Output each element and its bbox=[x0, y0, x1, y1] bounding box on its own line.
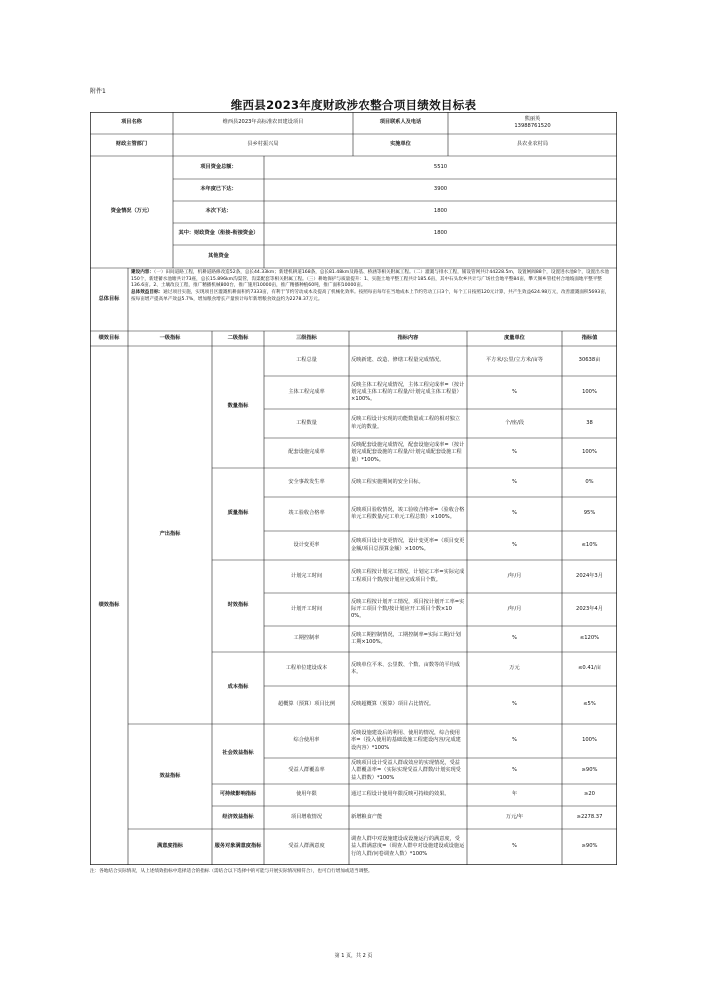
indicator-value: ≤5% bbox=[583, 701, 596, 708]
footnote: 注：各地结合实际情况，从上述绩效指标中选择适合的指标（需结合以下选择中的可能与开展实际情况相符合），也可自行增加或适当调整。 bbox=[90, 869, 373, 874]
implementer-value: 县农业农村局 bbox=[516, 141, 549, 148]
indicator-unit: % bbox=[512, 510, 517, 517]
col-header-level1: 一级指标 bbox=[159, 334, 181, 341]
indicator-unit: % bbox=[512, 635, 517, 642]
project-name-label: 项目名称 bbox=[121, 119, 142, 126]
indicator-name: 受益人群覆盖率 bbox=[288, 767, 325, 774]
indicator-unit: % bbox=[512, 737, 517, 744]
indicator-value: 100% bbox=[582, 449, 597, 456]
indicator-value: ≤0.41/亩 bbox=[578, 665, 601, 672]
construction-content: （一）田间道路工程，机耕道路修改造52条，总长44.33km；新建机耕道168条，总长81.48km及路基、桥涵等相关附属工程。（二）灌溉与排水工程，铺设管网共计44228.5m，设置闸阀88个，设置进水池8个，设置出水池150个，新建蓄水池塘共计73座，总长15.896km沟渠管，沟渠配套等相关附属工程。（三）耕地保护与质量提升：1、实施土地平整工程共计185.6亩，其中石头坎乡共计与广场社会地平整84亩，攀天阁乡管桂村合地坡面地平整平整136.6亩。2、土壤改良工程，推广精播机械800台，推广施用10000亩，推广精播种植60吨，推广面积10000亩。 bbox=[131, 270, 609, 289]
construction-content-label: 建设内容： bbox=[131, 270, 154, 275]
contact-label: 项目联系人及电话 bbox=[379, 119, 422, 126]
indicator-value: 2023年4月 bbox=[576, 605, 603, 612]
indicator-content: 反映工期控制情况，工期控制率=实际工期/计划工期×100%。 bbox=[351, 631, 461, 645]
indicator-value: 0% bbox=[585, 478, 594, 485]
indicator-value: ≥2278.37 bbox=[576, 813, 603, 820]
indicator-unit: % bbox=[512, 449, 517, 456]
indicator-content: 反映项目验收情况，竣工验收合格率=（验收合格单元工程数量/完工单元工程总数）×100%。 bbox=[351, 506, 465, 520]
indicator-value: ≤120% bbox=[579, 635, 600, 642]
level2-cost: 成本指标 bbox=[227, 684, 249, 691]
indicator-name: 计划开工时间 bbox=[290, 605, 323, 612]
benefit-target: 通过项目实施，实现项目区灌溉机耕面积约7333亩，有利于节约劳动成本及提高了机械化效率。按照每亩每年在当地成本上节约劳动工日3个，每个工日按照120元计算，共产生效益624.98万元，改善灌溉面积5693亩，按每亩增产提高单产效益5.7%，增加粮食增长产量预计每年新增粮食效益约为2278.37万元。 bbox=[131, 289, 610, 302]
indicator-content: 反映超概算（预算）项目占比情况。 bbox=[351, 701, 435, 708]
indicator-unit: 万元 bbox=[509, 665, 520, 672]
level2-sustainability: 可持续影响指标 bbox=[219, 791, 257, 798]
indicator-name: 设计变更率 bbox=[293, 541, 320, 548]
indicator-content: 反映工程实施期间的安全目标。 bbox=[351, 478, 424, 485]
indicator-value: ≥20 bbox=[584, 791, 595, 798]
indicator-name: 竣工验收合格率 bbox=[288, 510, 325, 517]
indicator-content: 新增粮食产能 bbox=[351, 813, 383, 820]
indicator-content: 反映项目设计受益人群或效应的实现情况，受益人群覆盖率=（实际实现受益人群数/计划实现受益人群数）*100% bbox=[351, 760, 461, 781]
indicator-name: 受益人群满意度 bbox=[288, 843, 325, 850]
attachment-label: 附件1 bbox=[90, 88, 106, 95]
funds-current-label: 本次下达： bbox=[205, 208, 232, 215]
indicator-unit: 年 bbox=[511, 791, 518, 798]
col-header-level2: 二级指标 bbox=[227, 334, 249, 341]
indicator-unit: % bbox=[512, 767, 517, 774]
indicator-name: 安全事故发生率 bbox=[288, 478, 325, 485]
indicator-value: ≥90% bbox=[581, 767, 598, 774]
indicator-content: 反映配套设施完成情况，配套设施完成率=（按计划完成配套设施的工程量/计划完成配套设施工程量）*100%。 bbox=[351, 442, 465, 463]
indicator-value: 30638亩 bbox=[578, 357, 601, 364]
col-header-content: 指标内容 bbox=[397, 334, 419, 341]
indicator-content: 通过工程设计使用年限反映可持续的效果。 bbox=[351, 791, 450, 798]
project-name-value: 维西县2023年高标准农田建设项目 bbox=[222, 119, 304, 126]
benefit-target-label: 总体效益目标： bbox=[131, 289, 164, 295]
indicator-unit: % bbox=[512, 541, 517, 548]
indicator-unit: % bbox=[512, 478, 517, 485]
overall-target-label: 总体目标 bbox=[98, 295, 120, 302]
indicator-unit: % bbox=[512, 843, 517, 850]
level2-quantity: 数量指标 bbox=[227, 403, 249, 410]
perf-indicators-label: 绩效指标 bbox=[98, 601, 120, 608]
indicator-content: 反映工程设计实现的功能数量或工程的相对独立单元的数量。 bbox=[351, 416, 460, 430]
level2-service-satisfaction: 服务对象满意度指标 bbox=[214, 843, 262, 850]
indicator-value: ≤10% bbox=[581, 541, 598, 548]
indicator-name: 综合使用率 bbox=[293, 737, 320, 744]
performance-target-table bbox=[90, 112, 617, 865]
funds-issued-value: 3900 bbox=[433, 186, 448, 193]
level2-quality: 质量指标 bbox=[227, 510, 249, 517]
finance-dept-value: 县乡村振兴局 bbox=[247, 141, 279, 148]
funds-other-label: 其他资金 bbox=[208, 252, 229, 259]
funds-current-value: 1800 bbox=[433, 208, 448, 215]
indicator-content: 反映工程按计划开工情况，项目按计划开工率=实际开工项目个数/按计划应开工项目个数×100%。 bbox=[351, 598, 465, 619]
col-header-target: 绩效目标 bbox=[98, 334, 120, 341]
indicator-value: 100% bbox=[582, 388, 597, 395]
indicator-value: 2024年3月 bbox=[576, 572, 603, 579]
indicator-unit: /年/月 bbox=[507, 572, 522, 579]
indicator-unit: % bbox=[512, 701, 517, 708]
indicator-name: 工程单位建设成本 bbox=[285, 665, 328, 672]
level1-benefit: 效益指标 bbox=[159, 772, 181, 779]
funds-issued-label: 本年度已下达： bbox=[200, 186, 237, 193]
col-header-value: 指标值 bbox=[581, 334, 598, 341]
indicator-content: 调查人群中对设施建设或设施运行的满意度，受益人群满意度=（调查人群中对设施建设或设施运行的人群/问卷调查人数）*100% bbox=[351, 836, 465, 857]
level2-economic-benefit: 经济效益指标 bbox=[222, 813, 254, 820]
funds-fiscal-label: 其中：财政资金（衔接-衔接资金） bbox=[178, 230, 259, 237]
funds-label: 资金情况（万元） bbox=[110, 208, 153, 215]
funds-total-label: 项目资金总额： bbox=[200, 163, 237, 170]
indicator-value: 38 bbox=[586, 419, 593, 426]
level1-satisfaction: 满意度指标 bbox=[157, 843, 183, 850]
indicator-name: 使用年限 bbox=[296, 791, 317, 798]
overall-target-text bbox=[128, 268, 615, 331]
indicator-name: 工程总量 bbox=[296, 357, 317, 364]
indicator-name: 主体工程完成率 bbox=[288, 388, 325, 395]
indicator-value: 95% bbox=[583, 510, 596, 517]
indicator-content: 反映设施建设后的利用、使用的情况，综合使用率=（投入使用的基础设施工程建设内容/完成建设内容）*100% bbox=[351, 730, 461, 751]
funds-other-value bbox=[264, 245, 617, 268]
indicator-name: 超概算（预算）项目比例 bbox=[277, 701, 336, 708]
finance-dept-label: 财政主管部门 bbox=[115, 141, 148, 148]
funds-fiscal-value: 1800 bbox=[433, 230, 448, 237]
indicator-name: 工期控制率 bbox=[293, 635, 320, 642]
level2-social-benefit: 社会效益指标 bbox=[222, 750, 254, 757]
indicator-content: 反映工程按计划完工情况，计划完工率=实际完成工程项目个数/按计划应完成项目个数。 bbox=[351, 569, 465, 583]
indicator-content: 反映主体工程完成情况，主体工程完成率=（按计划完成主体工程的工程量/计划完成主体工程量）×100%。 bbox=[351, 381, 465, 402]
indicator-unit: 万元/年 bbox=[505, 813, 524, 820]
indicator-content: 反映单位平米、公里数、个数、亩数等的平均成本。 bbox=[351, 661, 460, 675]
indicator-unit: % bbox=[512, 388, 517, 395]
indicator-value: ≥90% bbox=[581, 843, 598, 850]
implementer-label: 实施单位 bbox=[390, 141, 411, 148]
col-header-unit: 度量单位 bbox=[504, 334, 525, 341]
col-header-level3: 三级指标 bbox=[296, 334, 317, 341]
indicator-unit: 平方米/公里/立方米/亩等 bbox=[485, 357, 544, 364]
page-number: 第 1 页，共 2 页 bbox=[334, 953, 373, 959]
indicator-unit: 个/座/段 bbox=[504, 419, 525, 426]
indicator-value: 100% bbox=[582, 737, 597, 744]
indicator-content: 反映新建、改造、修缮工程量完成情况。 bbox=[351, 357, 445, 364]
indicator-name: 计划完工时间 bbox=[290, 572, 323, 579]
funds-total-value: 5510 bbox=[433, 163, 448, 170]
contact-value: 熊丽英 13988761520 bbox=[514, 115, 551, 129]
indicator-name: 配套设施完成率 bbox=[288, 449, 325, 456]
indicator-unit: /年/月 bbox=[507, 605, 522, 612]
indicator-name: 工程数量 bbox=[296, 419, 317, 426]
level2-timeliness: 时效指标 bbox=[227, 602, 249, 609]
indicator-content: 反映项目设计变更情况，设计变更率=（项目变更金额/项目总预算金额）×100%。 bbox=[351, 538, 465, 552]
document-title: 维西县2023年度财政涉农整合项目绩效目标表 bbox=[230, 98, 477, 112]
level1-output: 产出指标 bbox=[159, 531, 181, 538]
indicator-name: 项目增收情况 bbox=[290, 813, 323, 820]
